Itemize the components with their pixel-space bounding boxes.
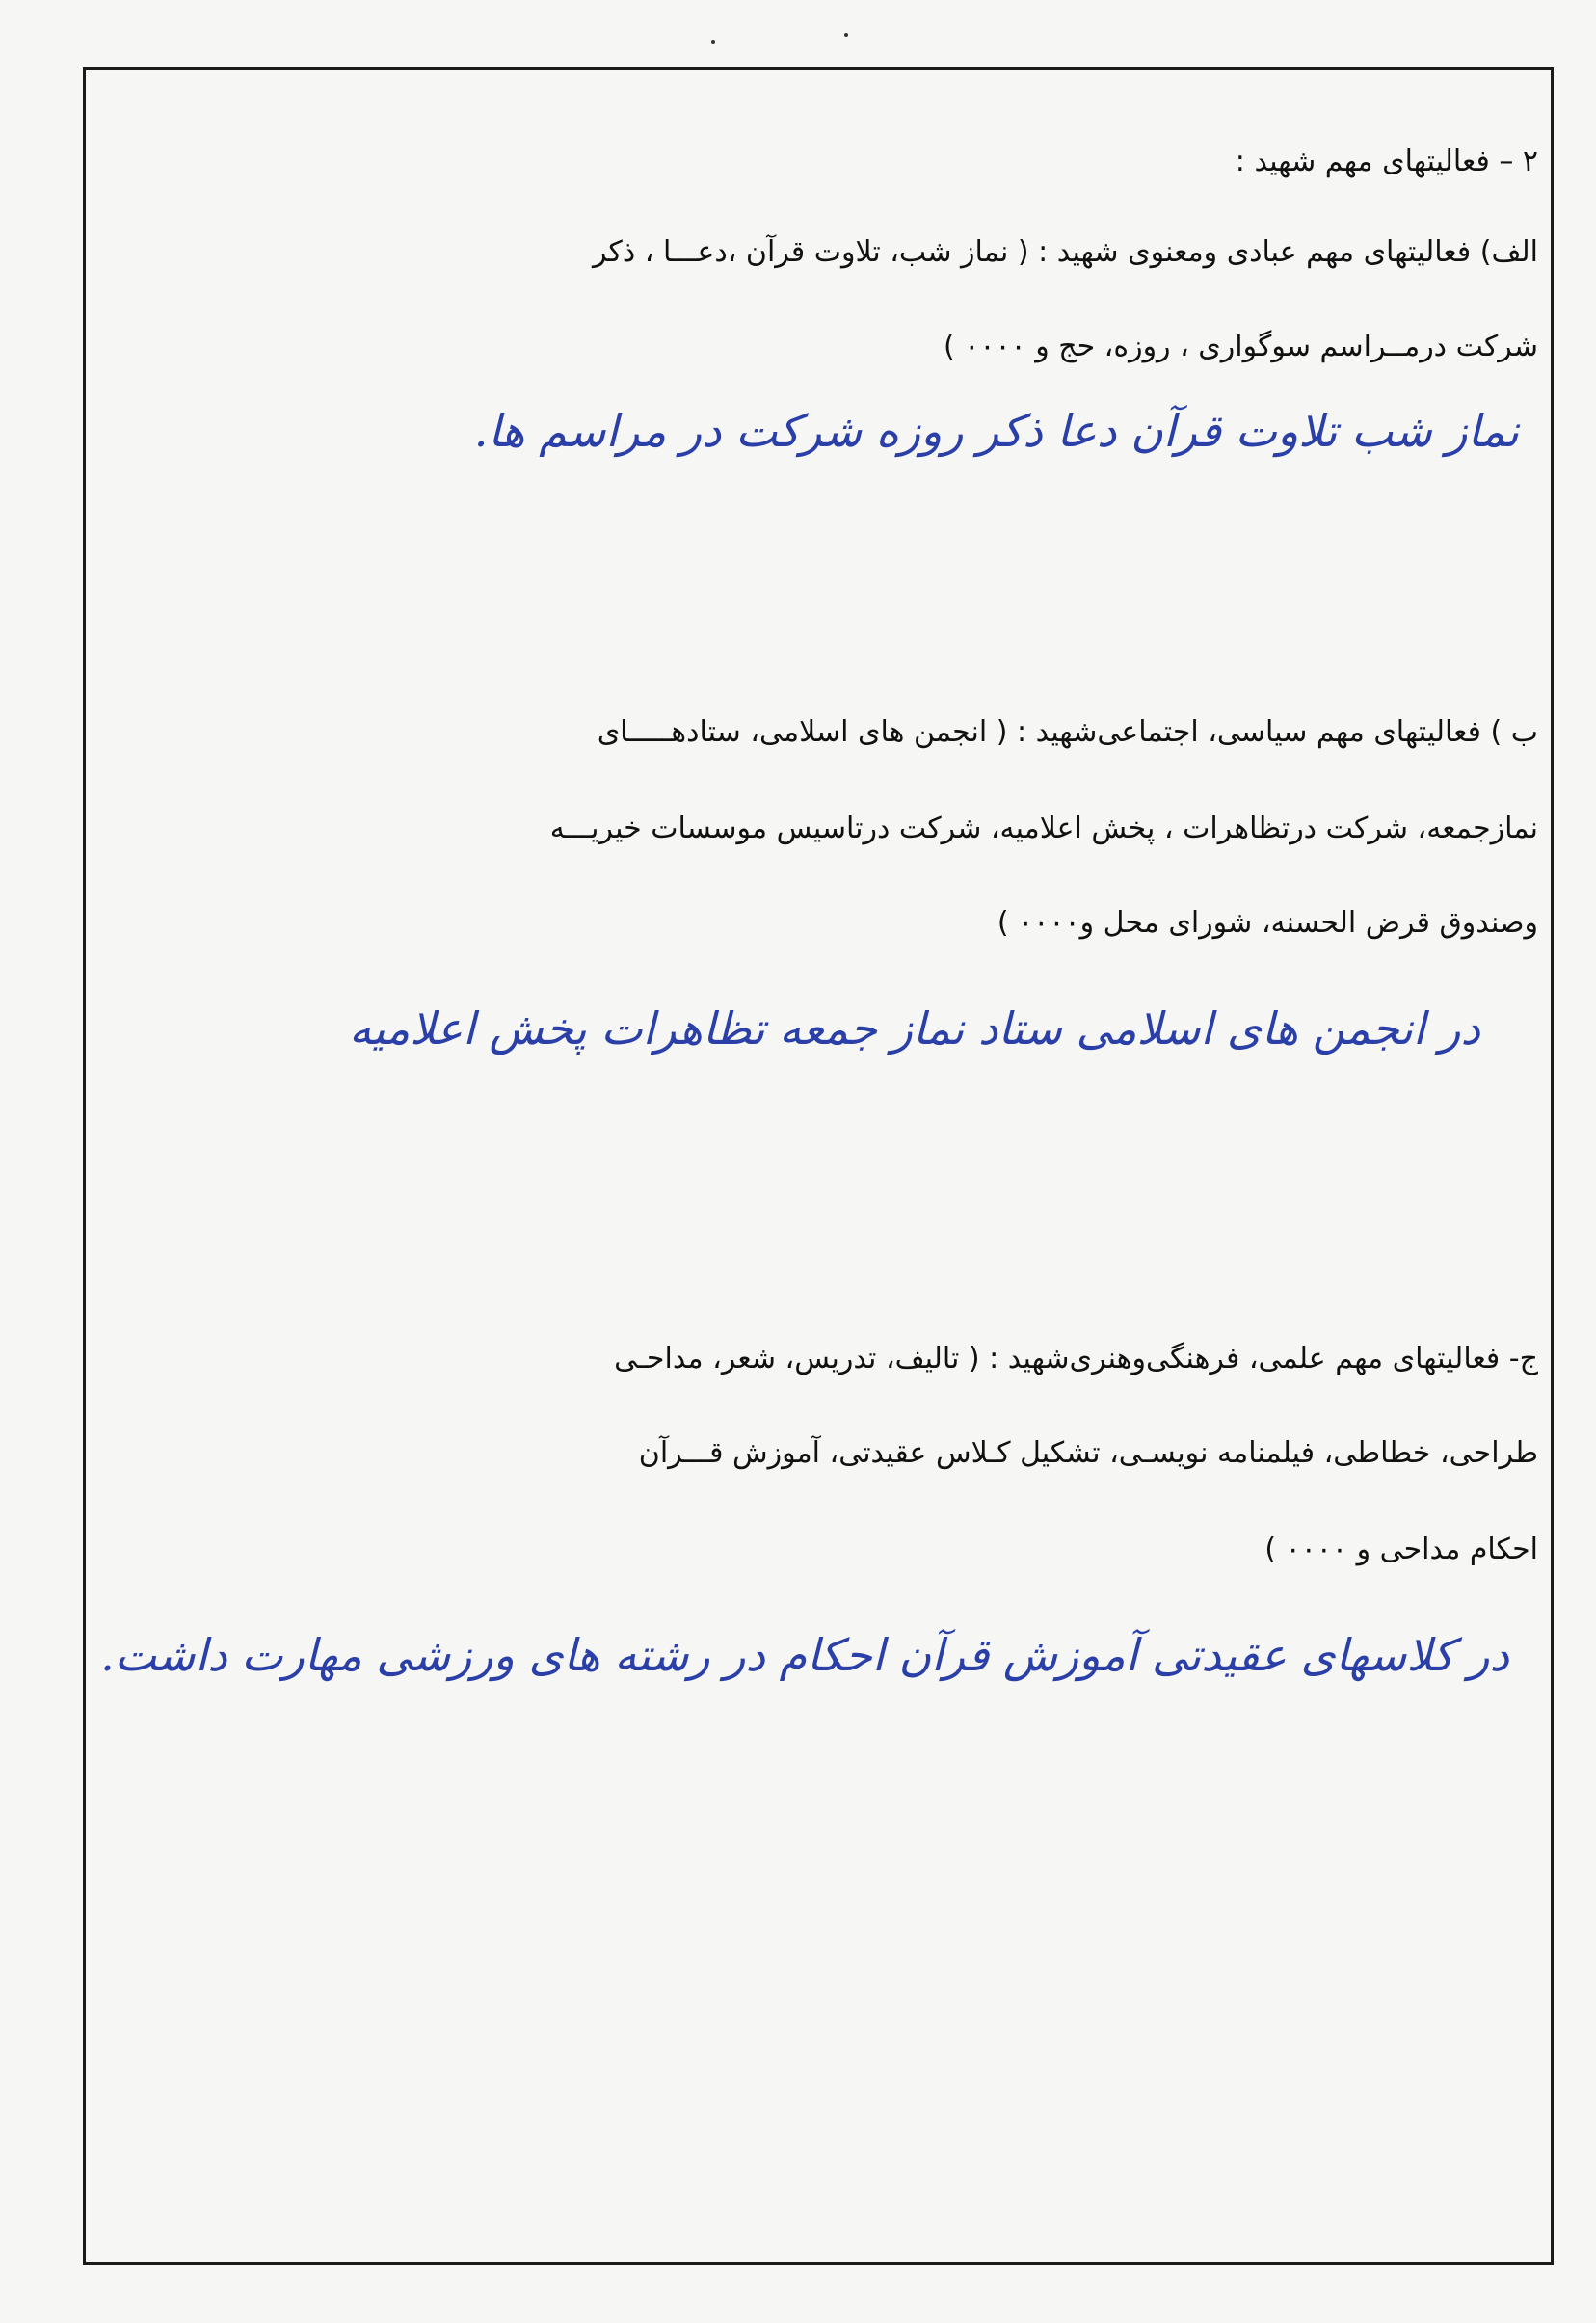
be-prompt-line-1: ب ) فعالیتهای مهم سیاسی، اجتماعی‌شهید : ( انجمن های اسلامی، ستادهـــــای xyxy=(597,715,1538,749)
be-handwritten-answer: در انجمن های اسلامی ستاد نماز جمعه تظاهرات پخش اعلامیه xyxy=(349,1002,1480,1055)
alef-prompt-line-2: شرکت درمــراسم سوگواری ، روزه، حج و ۰۰۰۰ ) xyxy=(943,330,1538,363)
be-prompt-line-3: وصندوق قرض الحسنه، شورای محل و۰۰۰۰ ) xyxy=(997,906,1538,940)
jim-handwritten-answer: در کلاسهای عقیدتی آموزش قرآن احکام در رشته های ورزشی مهارت داشت. xyxy=(100,1629,1509,1681)
alef-prompt-line-1: الف) فعالیتهای مهم عبادی ومعنوی شهید : ( نماز شب، تلاوت قرآن ،دعـــا ، ذکر xyxy=(593,235,1538,269)
be-prompt-line-2: نمازجمعه، شرکت درتظاهرات ، پخش اعلامیه، شرکت درتاسیس موسسات خیریـــه xyxy=(549,812,1538,845)
jim-prompt-line-2: طراحی، خطاطی، فیلمنامه نویسـی، تشکیل کـلاس عقیدتی، آموزش قـــرآن xyxy=(638,1436,1538,1470)
scan-speck xyxy=(711,40,715,44)
scan-speck xyxy=(844,33,848,37)
section-heading: ۲ – فعالیتهای مهم شهید : xyxy=(1235,145,1538,178)
jim-prompt-line-3: احکام مداحی و ۰۰۰۰ ) xyxy=(1264,1533,1538,1566)
alef-handwritten-answer: نماز شب تلاوت قرآن دعا ذکر روزه شرکت در مراسم ها. xyxy=(473,405,1519,457)
jim-prompt-line-1: ج- فعالیتهای مهم علمی، فرهنگی‌وهنری‌شهید : ( تالیف، تدریس، شعر، مداحـی xyxy=(614,1342,1538,1375)
page-border xyxy=(83,67,1554,2265)
